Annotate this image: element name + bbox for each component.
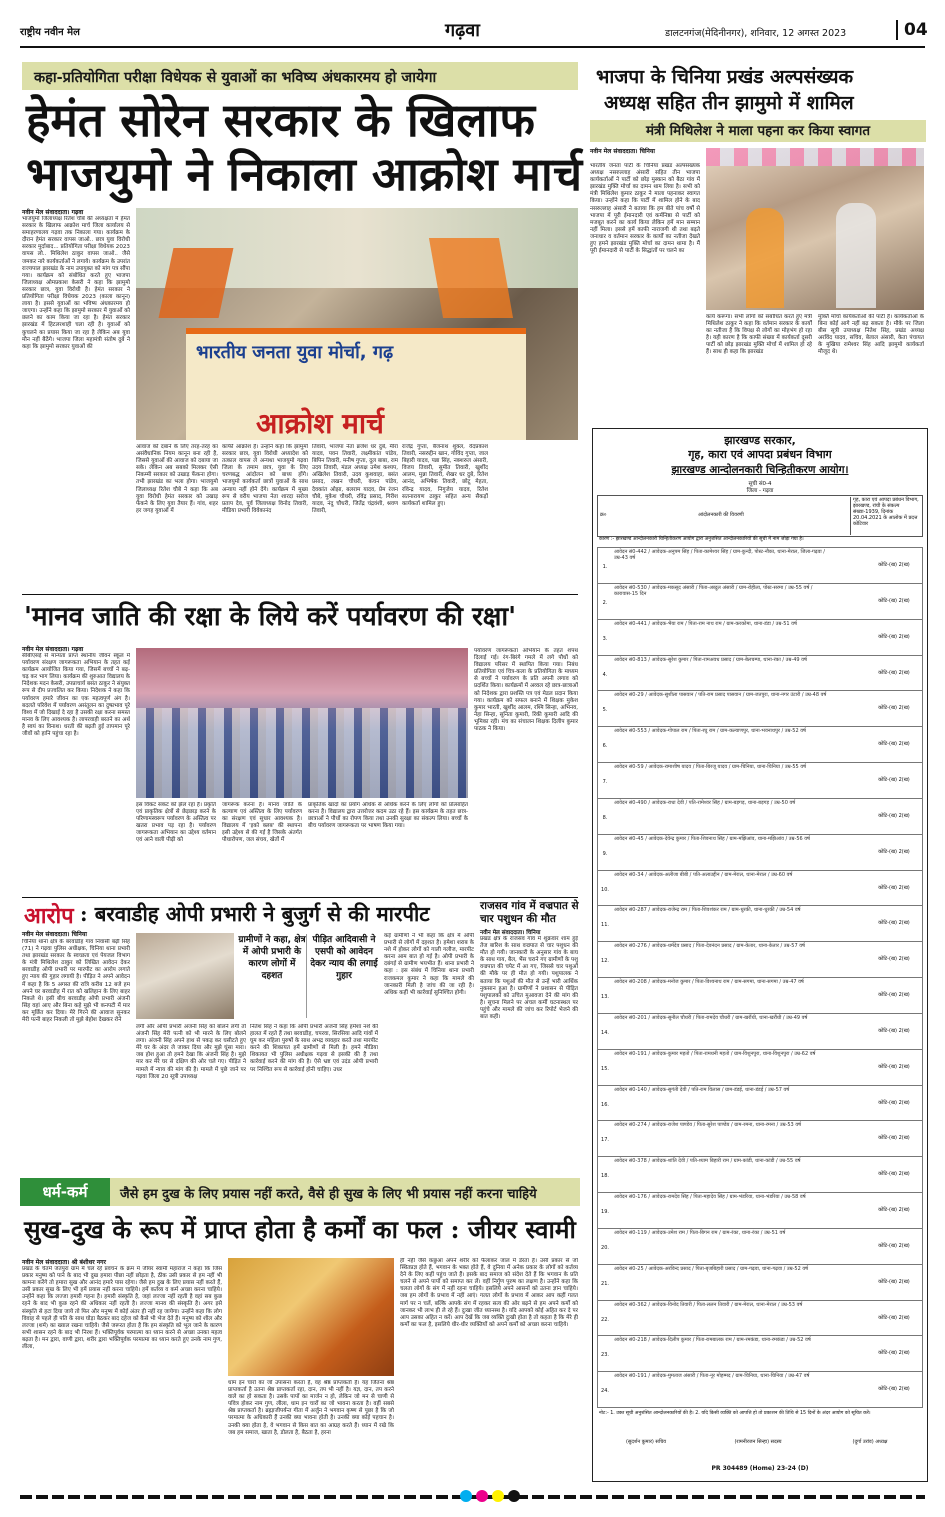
main-col-2: आवाज को दबाने के लिए तरह-तरह का असंवैधानिक नियम कानून बना रही है, जिससे युवाओं की आवाज को दबाया जा सके। लेकिन अब सबको मिलकर ऐसी निकम्मी सरकार को उखाड़ फेंकना होगा। तभी झारखंड का भला होगा। भाजयुमो जिलाध्यक्ष रितेश चौबे ने कहा कि अब युवा विरोधी हेमंत सरकार को उखाड़ फेंकने के लिए युवा तैयार हैं। गांव, शहर हर जगह युवाओं में (136, 444, 218, 514)
env-col-4: प्राकृतिक खादों का प्रयोग अधिक से अधिक करने के लिए लोगों को प्रोत्साहित करना है। विद्यालय द्वारा उत्तरोत्तर कदम उठा रहे हैं। इस कार्यक्रम के तहत छात्र-छात्राओं ने पौधों का रोपण किया तथा उनकी सुरक्षा का संकल्प लिया। बच्चों के बीच पर्यावरण जागरूकता पर भाषण किया गया। (308, 802, 468, 830)
police-quote-2: पीड़ित आदिवासी ने एसपी को आवेदन देकर न्याय की लगाई गुहार (310, 935, 378, 981)
notice-dept-line1: झारखण्ड सरकार, (724, 434, 796, 447)
notice-row-details: आवेदन सं0-208 / आवेदक-मनोज कुमार / पिता-विश्वनाथ राम / ग्राम-सगमा, थाना-सगमा / उम्र-47 वर्ष (614, 979, 804, 985)
dharma-headline: सुख-दुख के रूप में प्राप्त होता है कर्मों का फल : जीयर स्वामी (24, 1215, 576, 1244)
notice-row (598, 1013, 922, 1050)
notice-row-details: आवेदन सं0-441 / आवेदक-भैया राम / पिता-राम नाथ राम / ग्राम-करकोमा, थाना-डंडा / उम्र-51 वर्ष (614, 620, 797, 627)
rajasav-text: प्रखंड क्षेत्र के राजसव गांव में शुक्रवार शाम हुई तेज बारिश के साथ वज्रपात से चार पशुधन की मौत हो गयी। जानकारी के अनुसार गांव के बाघ के साथ गाय, बैल, भैंस चराने गए ग्रामीणों के पशु वज्रपात की चपेट में आ गए, जिससे चार पशुओं की मौके पर ही मौत हो गयी। पशुपालक ने बताया कि पशुओं की मौत से उन्हें भारी आर्थिक नुकसान हुआ है। ग्रामीणों ने प्रशासन से पीड़ित पशुपालकों को उचित मुआवजा देने की मांग की है। सूचना मिलने पर अंचल कर्मी घटनास्थल पर पहुंचे और मामले की जांच कर रिपोर्ट भेजने की बात कही। (480, 936, 578, 1021)
notice-rows (597, 547, 923, 1408)
reg-dot-cyan (460, 1490, 472, 1502)
notice-row-details: आवेदन सं0-378 / आवेदक-शांति देवी / पति-श्याम बिहारी राम / ग्राम-कांडी, थाना-कांडी / उम्र-55 वर्ष (614, 1158, 801, 1165)
dharma-photo-swami (228, 1258, 394, 1376)
banner-title: भारतीय जनता युवा मोर्चा, गढ़ (196, 342, 394, 363)
notice-row-category: कोटि-(ख) 2(ख) (878, 741, 910, 748)
main-col-1: भाजयुमो जिलाध्यक्ष रितेश चौबे की अध्यक्षता में हेमंत सरकार के खिलाफ आक्रोश मार्च जिला कार्यालय से समाहरणालय गढ़वा तक निकाला गया। कार्यक्रम के दौरान हेमंत सरकार वापस जाओ.. छात्र युवा विरोधी सरकार मुर्दाबाद... प्रतियोगिता परीक्षा विधेयक 2023 वापस लो.. मिथिलेश ठाकुर वापस जाओ.. जैसे जमकर नारे कार्यकर्ताओं ने लगाये। कार्यक्रम के उपरांत राज्यपाल झारखंड के नाम उपायुक्त को मांग पत्र सौंपा गया। कार्यक्रम को संबोधित करते हुए भाजपा जिलाध्यक्ष ओमप्रकाश केसरी ने कहा कि झामुमो सरकार छात्र, युवा विरोधी है। हेमंत सरकार ने प्रतियोगिता परीक्षा विधेयक 2023 (काला कानून) लाया है। इससे युवाओं का भविष्य अंधकारमय हो जाएगा। उन्होंने कहा कि झामुमो सरकार में युवाओं को छलने का काम किया जा रहा है। हेमंत सरकार झारखंड में हिटलरशाही चला रही है। युवाओं को कुचलने का प्रयास किया जा रहा है लेकिन अब युवा मौन नहीं बैठेंगे। भाजपा जिला महामंत्री संतोष दुबे ने कहा कि झामुमो सरकार युवाओं की (22, 216, 130, 350)
notice-row-details: आवेदन सं0-287 / आवेदक-राजेन्द्र राम / पिता-शिवशंकर राम / ग्राम-धुरकी, थाना-धुरकी / उम्र-54 वर्ष (614, 907, 801, 914)
police-quote-1: ग्रामीणों ने कहा, क्षेत्र में ओपी प्रभारी के कारण लोगों में दहशत (238, 934, 307, 1018)
banner-subtitle: आक्रोश मार्च (256, 407, 384, 440)
kicker-text: कहा-प्रतियोगिता परीक्षा विधेयक से युवाओं का भविष्य अंधकारमय हो जायेगा (34, 70, 437, 86)
notice-row-category: कोटि-(ख) 2(ख) (878, 1171, 910, 1178)
police-col-2: लगी और ओपी प्रभारी अंजनी सिंह को बोलने लगी तो अंजनी सिंह मेरी पत्नी को भी मारने के लिए बोलने लगा। अंजनी सिंह अपने हाथ से पकड़ कर घसीटते हुए मेरे घर के अंदर ले जाकर दिया और मुझे घूंसा मारा। जब होश हुआ तो हमने देखा कि अंजनी सिंह है। मुझे मार कर मेरे घर से दक्षिण की ओर चले गए। पीड़ित ने मामले में न्याय की मांग की है। मामले में पूछे जाने पर गढ़वा जिला 20 सूत्री उपाध्यक्ष (136, 1024, 246, 1080)
masthead-rule (20, 46, 925, 48)
photo-banner (186, 328, 526, 440)
notice-row (598, 655, 922, 692)
notice-row-details: आवेदन सं0-59 / आवेदक-रामाशीष यादव / पिता-बिरजू यादव / ग्राम-चिनिया, थाना-चिनिया / उम्र-55 वर्ष (614, 764, 806, 770)
notice-row (598, 798, 922, 835)
notice-row-details: आवेदन सं0-29 / आवेदक-सुशीला पासवान / पति-राम प्रसाद पासवान / ग्राम-जतपुरा, थाना-नगर उंटारी / उम्र-48 वर्ष (614, 692, 827, 699)
rajasav-headline: राजसव गांव में वज्रपात से चार पशुधन की मौत (480, 900, 579, 925)
notice-dept-line2: गृह, कारा एवं आपदा प्रबंधन विभाग (688, 448, 832, 461)
divider-env-police (22, 897, 578, 898)
notice-row-serial: 10. (601, 886, 609, 893)
main-byline: नवीन मेल संवाददाता। गढ़वा (22, 209, 84, 216)
bjp-col-2: कार्य करूंगा। सभी लोगों को संबोधित करते हुए मंत्री मिथिलेश ठाकुर ने कहा कि वर्तमान सरकार के कार्यों का नतीजा है कि विपक्ष से लोगों का मोहभंग हो रहा है। यही कारण है कि काफी संख्या में कार्यकर्ता दूसरी पार्टी को छोड़ झारखंड मुक्ति मोर्चा में शामिल हो रहे हैं। साथ ही कहा कि झारखंड (706, 314, 812, 356)
notice-row-details: आवेदन सं0-45 / आवेदक-देवेन्द्र कुमार / पिता-शिवनाथ सिंह / ग्राम-मझिआंव, थाना-मझिआंव / उम्र-56 वर्ष (614, 835, 810, 842)
main-col-3: काफी आक्रोश है। उन्होंने कहा कि झामुमो सरकार छात्र, युवा विरोधी अध्यादेश को तत्काल वापस ले अन्यथा भाजयुमो गढ़वा जिला के तमाम छात्र, युवा के लिए चरणबद्ध आंदोलन को बाध्य होंगे। भाजयुमो कार्यकर्ता छात्रों युवाओं के साथ अन्याय नहीं होने देंगे। कार्यक्रम में मुख्य रूप से वरीय भाजपा नेता शारदा सरोज प्रताप देव, पूर्व जिलाध्यक्ष विनोद तिवारी, मीडिया प्रभारी विवेकानंद (222, 444, 308, 514)
notice-row-category: कोटि-(ख) 2(ख) (878, 1386, 910, 1393)
notice-row-serial: 24. (601, 1388, 609, 1395)
notice-row-serial: 13. (601, 994, 609, 1000)
header-details: आंदोलनकारी की विवरणी (698, 512, 744, 518)
notice-row-details: आवेदन सं0-119 / आवेदक-उमेश राम / पिता-बिगन राम / ग्राम-रंका, थाना-रंका / उम्र-51 वर्ष (614, 1229, 786, 1236)
notice-row-category: कोटि-(ख) 2(ख) (878, 597, 910, 604)
notice-row (598, 905, 922, 942)
masthead (20, 18, 930, 46)
notice-row-details: आवेदन सं0-140 / आवेदक-सुगंती देवी / पति-राम विलास / ग्राम-डंडई, थाना-डंडई / उम्र-57 वर्ष (614, 1086, 790, 1093)
env-col-1: सीबीएसई से मान्यता प्राप्त स्थानीय जीवन स्कूल में पर्यावरण संरक्षण जागरूकता अभियान के तहत कई कार्यक्रम आयोजित किया गया, जिसमें बच्चों ने बढ़-चढ़ कर भाग लिया। कार्यक्रम की शुरुआत विद्यालय के निदेशक मदन केसरी, उपप्राचार्य बसंत ठाकुर ने संयुक्त रूप से दीप प्रज्वलित कर किया। निदेशक ने कहा कि पर्यावरण हमारे जीवन का एक महत्वपूर्ण अंग है। बदलते परिवेश में पर्यावरण असंतुलन का दुष्प्रभाव पूरे विश्व में जो दिखाई दे रहा है उसकी रक्षा करना समस्त मानव के लिए आवश्यक है। लापरवाही बरतने का अर्थ है स्वयं का विनाश। धरती की बढ़ती हुई तापमान पूरे जीवों को हानि पहुंचा रहा है। (22, 653, 130, 738)
main-photo-rally (136, 208, 578, 440)
env-photo-students (136, 648, 468, 798)
reg-dot-yellow (492, 1490, 504, 1502)
notice-row-details: आवेदन सं0-274 / आवेदक-राजेश पाण्डेय / पिता-सुरेश पाण्डेय / ग्राम-रमना, थाना-रमना / उम्र-53 वर्ष (614, 1122, 801, 1129)
notice-row-category: कोटि-(ख) 2(ख) (878, 1027, 910, 1034)
notice-row (598, 1371, 922, 1408)
notice-row-category: कोटि-(ख) 2(ख) (878, 633, 910, 640)
police-col-4: कई ग्रामीणों ने भी कहा कि क्षेत्र में ओपी प्रभारी से लोगों में दहशत है। हमेशा शराब के नशे में होकर लोगों को गाली गलौज, मारपीट करना आम बात हो गई है। ओपी प्रभारी के दबंगई से ग्रामीण भयभीत हैं। थाना प्रभारी ने कहा : इस संबंध में चिनिया थाना प्रभारी राजकमल कुमार ने कहा कि मामले की जानकारी मिली है जांच की जा रही है। अधिक कहीं भी कार्रवाई सुनिश्चित होगी। (384, 933, 474, 996)
notice-sub2: जिला - गढ़वा (746, 488, 774, 494)
notice-footer-note: नोट:- 1. उक्त सूची अनुशंसित आन्दोलनकारियों की है। 2. यदि किसी व्यक्ति को आपत्ति हो तो प्रकाशन की तिथि से 15 दिनों के अंदर आयोग को सूचित करें। (599, 1411, 871, 1416)
notice-row (598, 1192, 922, 1229)
notice-row-serial: 21. (601, 1280, 609, 1287)
notice-row-details: आवेदन सं0-362 / आवेदक-विनोद तिवारी / पिता-ललन तिवारी / ग्राम-मेराल, थाना-मेराल / उम्र-53 वर्ष (614, 1301, 803, 1308)
notice-row-serial: 15. (601, 1065, 609, 1072)
notice-row-details: आवेदन सं0-201 / आवेदक-सुनील चौधरी / पिता-रामदेव चौधरी / ग्राम-खरौंधी, थाना-खरौंधी / उम्र-49 वर्ष (614, 1014, 808, 1021)
notice-row-category: कोटि-(ख) 2(ख) (878, 1063, 910, 1070)
main-col-4: तिवारी, भाजपा नेता ब्रजेश धर दुबे, मीरा यादव, पवन तिवारी, लक्ष्मीकांत पांडेय, बिपिन तिवारी, मनीष गुप्ता, दुल बाबा, राम उदय तिवारी, मंडल अध्यक्ष उमेश कश्यप, अखिलेश तिवारी, उदय कुशवाहा, बसंत प्रसाद, लखन चौधरी, कंचन पांडेय, देवकांत ओझा, बलराम यादव, प्रेम रंजन चौबे, मुकेश चौधरी, रविंद्र प्रसाद, गिरीश यादव, नंदु चौधरी, जितेंद्र चंद्रवंशी, श्रवण तिवारी, (312, 444, 398, 514)
notice-row-category: कोटि-(ख) 2(ख) (878, 956, 910, 963)
notice-row-category: कोटि-(ख) 2(ख) (878, 1207, 910, 1213)
main-headline-line2: भाजयुमो ने निकाला आक्रोश मार्च (26, 147, 583, 201)
dharma-quote: जैसे हम दुख के लिए प्रयास नहीं करते, वैसे ही सुख के लिए भी प्रयास नहीं करना चाहिये (120, 1187, 537, 1202)
notice-row-serial: 4. (602, 671, 608, 678)
notice-row-details: आवेदन सं0-490 / आवेदक-राधा देवी / पति-रामेश्वर सिंह / ग्राम-बड़गड़, थाना-बड़गड़ / उम्र-50 वर्ष (614, 799, 796, 806)
notice-row-serial: 9. (602, 850, 608, 857)
notice-row-serial: 17. (601, 1137, 609, 1144)
notice-row-category: कोटि-(ख) 2(ख) (878, 705, 910, 712)
police-byline: नवीन मेल संवाददाता। चिनिया (22, 931, 87, 938)
notice-row-category: कोटि-(ख) 2(ख) (878, 669, 910, 676)
env-col-3: जागरूक करना है। मानव जाति के कल्याण एवं अस्तित्व के लिए पर्यावरण का संरक्षण एवं सुधार आवश्यक है। विद्यालय में 'इको क्लब' की स्थापना इसी उद्देश्य से की गई है जिसके अंतर्गत पौधारोपण, जल संचय, खेतों में (222, 802, 302, 844)
notice-row (598, 1335, 922, 1372)
notice-row-category: कोटि-(ख) 2(ख) (878, 777, 910, 783)
notice-row (598, 619, 922, 656)
notice-row-category: कोटि-(ख) 2(ख) (878, 1099, 910, 1106)
notice-row-serial: 19. (601, 1209, 609, 1215)
dharma-band (20, 1178, 580, 1206)
header-category: गृह, कारा एवं आपदा प्रबंधन विभाग, झारखण्ड, रांची के संकल्प संख्या-1939, दिनांक 20.04.2021 के आलोक में प्रदत्त कोटिवार (850, 497, 923, 535)
notice-row-details: आवेदन सं0-176 / आवेदक-रामदेव सिंह / पिता-महादेव सिंह / ग्राम-भंडरिया, थाना-भंडरिया / उम्र-58 वर्ष (614, 1194, 806, 1200)
notice-row-category: कोटि-(ख) 2(ख) (878, 1314, 910, 1321)
notice-row-details: आवेदन सं0-218 / आवेदक-दिलीप कुमार / पिता-रामबालक राम / ग्राम-रमकंडा, थाना-रमकंडा / उम्र-52 वर्ष (614, 1337, 811, 1344)
notice-row-category: कोटि-(ख) 2(ख) (878, 562, 910, 568)
page-number: 04 (896, 20, 928, 40)
notice-row-serial: 2. (602, 599, 608, 606)
notice-row-details: आवेदन सं0-553 / आवेदक-गोपाल राम / पिता-रघु राम / ग्राम-कल्याणपुर, थाना-भवनाथपुर / उम्र-52 वर्ष (614, 728, 806, 735)
notice-row-details: आवेदन सं0-34 / आवेदक-अलीजा बीबी / पति-अलाउद्दीन / ग्राम-मेराल, थाना-मेराल / उम्र-60 वर्ष (614, 871, 793, 878)
notice-row (598, 1300, 922, 1337)
notice-commission: झारखण्ड आन्दोलनकारी चिन्हितीकरण आयोग। (671, 464, 849, 476)
notice-row-serial: 6. (602, 743, 608, 750)
notice-row-serial: 14. (601, 1029, 609, 1036)
bjp-col-3: मुक्ति मोर्चा कार्यकर्ताओं की पार्टी है। कार्यकर्ताओं के बिना कोई आगे नहीं बढ़ सकता है। मौके पर जिला बीस सूत्री उपाध्यक्ष नितेश सिंह, प्रखंड अध्यक्ष अरविंद यादव, सचिव, बेलाल अंसारी, केता पंचायत के मुखिया रामेश्वर सिंह आदि झामुमो कार्यकर्ता मौजूद थे। (818, 314, 924, 356)
bjp-byline: नवीन मेल संवाददाता। चिनिया (590, 148, 655, 155)
notice-row-serial: 7. (602, 779, 608, 785)
bjp-headline-line2: अध्यक्ष सहित तीन झामुमो में शामिल (604, 92, 854, 114)
notice-row-category: कोटि-(ख) 2(ख) (878, 992, 910, 998)
notice-row (598, 1049, 922, 1086)
bjp-photo-welcome (706, 148, 924, 310)
notice-row (598, 583, 922, 620)
notice-row-serial: 20. (601, 1244, 609, 1251)
police-headline: : बरवाडीह ओपी प्रभारी ने बुजुर्ग से की मारपीट (80, 902, 430, 926)
dharma-byline: नवीन मेल संवाददाता। श्री बंशीधर नगर (22, 1259, 106, 1266)
notice-row-serial: 3. (602, 635, 608, 642)
notice-row-details: आवेदन सं0-813 / आवेदक-सुरेश कुमार / पिता-रामअवध प्रसाद / ग्राम-बेलचम्पा, थाना-रंका / उम्र-49 वर्ष (614, 656, 807, 663)
notice-row (598, 941, 922, 978)
police-photo-elder (136, 933, 234, 1019)
notice-row-serial: 18. (601, 1173, 609, 1180)
notice-row-category: कोटि-(ख) 2(ख) (878, 884, 910, 891)
notice-row (598, 1120, 922, 1157)
brand-logo: राष्ट्रीय नवीन मेल (20, 27, 80, 38)
notice-row-details: आवेदन सं0-25 / आवेदक-अरविन्द प्रसाद / पिता-बृजबिहारी प्रसाद / ग्राम-गढ़वा, थाना-गढ़वा / उम्र-52 वर्ष (614, 1265, 809, 1272)
police-kicker: आरोप (24, 903, 74, 929)
notice-row (598, 834, 922, 871)
notice-row-details: आवेदन सं0-191 / आवेदक-कुमार महतो / पिता-रामधनी महतो / ग्राम-विशुनपुरा, थाना-विशुनपुरा / उम्र-62 वर्ष (614, 1050, 816, 1057)
bjp-headline-band (590, 64, 926, 142)
notice-row (598, 547, 922, 584)
dharma-label: धर्म-कर्म (20, 1178, 110, 1206)
notice-row-serial: 1. (602, 564, 608, 570)
bjp-col-1: भारतीय जनता पार्टी के चिनिया प्रखंड अल्पसंख्यक अध्यक्ष नसरुल्लाह अंसारी सहित तीन भाजपा कार्यकर्ताओं ने पार्टी को छोड़ मुस्कान को बैठा गांव में झारखंड मुक्ति मोर्चा का दामन थाम लिया है। सभी को मंत्री मिथिलेश कुमार ठाकुर ने माला पहनाकर स्वागत किया। उन्होंने कहा कि पार्टी में शामिल होने के बाद नसरुल्लाह अंसारी ने बताया कि हम बीते पांच वर्षों से भाजपा में पूरी ईमानदारी एवं कर्मनिष्ठा से पार्टी को मजबूत करने का कार्य किया लेकिन हमें मान सम्मान नहीं मिला। इससे हमें काफी नाराजगी थी तथा बढ़ते जनाधार व वर्तमान सरकार के कार्यों का नतीजा देखते हुए हमने झारखंड मुक्ति मोर्चा का दामन थामा है। मैं पूरी ईमानदारी से पार्टी के सिद्धांतों पर चलने का (590, 163, 700, 255)
notice-row-details: आवेदन सं0-191 / आवेदक-मुमताज अंसारी / पिता-नूर मोहम्मद / ग्राम-चिनिया, थाना-चिनिया / उम्र-47 वर्ष (614, 1373, 810, 1380)
main-col-6 (492, 444, 578, 586)
notice-row (598, 1264, 922, 1301)
govt-notice (592, 428, 928, 1482)
bjp-subhead: मंत्री मिथिलेश ने माला पहना कर किया स्वागत (590, 120, 926, 142)
main-col-5: राजेंद्र गुप्ता, बैजनाथ शुक्ल, वेदप्रकाश तिवारी, नसरुद्दीन खान, गोविंद गुप्ता, जाल बिहारी यादव, पन्ना सिंह, नक्शरुल अंसारी, विजय तिवारी, सुमीत तिवारी, खुर्शीद आलम, मुन्ना तिवारी, शेखर धर दुबे, रितेश आनंद, अभिषेक तिवारी, छोटू मेहता, रविन्द्र यादव, निगुजेय यादव, रितेश सतनारायण ठाकुर सहित अन्य सैकड़ों कार्यकर्ता शामिल हुए। (402, 444, 488, 507)
notice-row-serial: 16. (601, 1101, 609, 1108)
dharma-col-1: प्रखंड के चेतमे जतपुरा ग्राम में चल रहे प्रवचन के क्रम में जीयर स्वामी महाराज ने कहा कि जिस प्रकार मनुष्य को पाने के बाद भी दुख हमारा पीछा नहीं छोड़ता है, ठीक उसी प्रकार से हम नहीं भी कामना करेंगे तो हमारा सुख और आनंद हमारे पास रहेगा। जैसे हम दुख के लिए प्रयास नहीं करते हैं, उसी प्रकार सुख के लिए भी हमें प्रयास नहीं करना चाहिये। हमें कर्तव्य व कर्म अच्छा करना चाहिये। उन्होंने कहा कि लज्जा हमारी गहना है। हमारी संस्कृति है, जहां लज्जा नहीं रहती है वहां सब कुछ रहने के बाद भी कुछ रहने की अधिकार नहीं रहती है। लज्जा मानव की संस्कृति है। अगर इसे संस्कृति से हटा दिया जाये तो फिर और मनुष्य में कोई अंतर ही नहीं रह जायेगा। उन्होंने कहा कि लोग विवाह से पहले ही पति के साथ घोड़ा बैठकर बाद दहेज को कैसे भी भेज देते हैं। मनुष्य को शील और लज्जा (शर्म) का ख्याल रखना चाहिये। जैसे जरूरत होता है कि हम संस्कृति को भूल जाने के कारण सभी शासन रहने के बाद भी निरश हैं। भक्तिपूर्वक परमात्मा का ध्यान करने से अच्छा उनका महत्व बढ़ता है। मन द्वारा, वाणी द्वारा, शरीर द्वारा भक्तिपूर्वक परमात्मा का ध्यान करते हुए उनके नाम गुण, लीला, (22, 1266, 222, 1351)
notice-row-serial: 23. (601, 1352, 609, 1359)
env-col-5: पर्यावरण जागरूकता अभियान के तहत शपथ दिलाई गई। रंग-बिरंगे गमले में लगे पौधों को विद्यालय परिसर में स्थापित किया गया। निबंध प्रतियोगिता एवं चित्र-कला के प्रतियोगिता के माध्यम से बच्चों ने पर्यावरण के प्रति अपनी लगाव को प्रदर्शित किया। कार्यक्रमों में अव्वल रहे छात्र-छात्राओं को निदेशक द्वारा प्रशस्ति पत्र एवं मेडल प्रदान किया गया। कार्यक्रम को सफल बनाने में शिक्षक मुकेश कुमार भारती, खुर्शीद आलम, रश्मि सिन्हा, अभिनव, नेहा सिन्हा, सुनिता कुमारी, रिंकी कुमारी आदि की भूमिका रही। मंच का संचालन शिक्षक दिलीप कुमार पाठक ने किया। (474, 648, 578, 733)
notice-row (598, 977, 922, 1014)
notice-row-category: कोटि-(ख) 2(ख) (878, 1135, 910, 1142)
notice-sign-1: (सुदर्शन कुमार) सचिव (625, 1439, 667, 1445)
notice-row (598, 726, 922, 763)
notice-row-details: आवेदन सं0-276 / आवेदक-धर्मदेव प्रसाद / पिता-देवनंदन प्रसाद / ग्राम-केतार, थाना-केतार / उम्र-57 वर्ष (614, 943, 805, 950)
header-serial: क्र० (600, 512, 607, 518)
main-headline-line1: हेमंत सोरेन सरकार के खिलाफ (26, 93, 535, 147)
notice-row-serial: 5. (602, 707, 608, 714)
notice-row-category: कोटि-(ख) 2(ख) (878, 848, 910, 855)
notice-row (598, 762, 922, 799)
notice-row-details: आवेदन सं0-530 / आवेदक-मकसूद अंसारी / पिता-अब्दुल अंसारी / ग्राम-रोहीला, पोस्ट-सरमा / उम्र-55 वर्ष / कारावास-15 दिन (614, 584, 813, 597)
notice-row-category: कोटि-(ख) 2(ख) (878, 920, 910, 927)
registration-strip (20, 1490, 925, 1504)
dateline: डालटनगंज(मेदिनीनगर), शनिवार, 12 अगस्त 2023 (665, 28, 847, 39)
rajasav-byline: नवीन मेल संवाददाता। चिनिया (480, 930, 541, 936)
dharma-col-2: धाम इन चारों का जो उपासना करता है, वह श्रेष्ठ प्राप्तकर्ता है। यह जितना श्रेष्ठ प्राप्तकर्ता है उतना श्रेष्ठ प्राप्तकर्ता रहा, दान, तप भी नहीं है। यज्ञ, दान, तप करने वाले का हो सकता है। उसके पापों का मार्जन न हो, लेकिन जो मन से चाणी से पवित्र होकर नाम गुण, लीला, धाम इन चारों का जो भावना करता है। वहीं सबसे श्रेष्ठ प्राप्तकर्ता है। ब्रह्माजीपर्यन्त गीता में अर्जुन ने भगवान कृष्ण से पूछा है कि जो परमात्मा के अधिकारी हैं उनकी क्या भावना होती है। उनकी क्या कोई पहचान है। उनकी क्या होता है, वे भगवान से किस बात का आग्रह करते हैं। ध्यान में रखे कि जब हम समाज, खाता है, डोलता है, बैठता है, हरना (228, 1380, 394, 1436)
notice-pr-number: PR 304489 (Home) 23-24 (D) (711, 1465, 809, 1472)
notice-sign-2: (रामनीरजन सिन्हा) सदस्य (734, 1439, 782, 1445)
police-col-3: नितेश सिंह ने कहा कि ओपी प्रभारी अंजनी सिंह हमेशा नशे की हालत में रहते हैं तथा बरवाडीह, चपरवा, सिरसिया आदि गांवों में घूम कर महिला पुरुषों के साथ अभद्र व्यवहार करते तथा मारपीट करने की शिकायत हमें ग्रामीणों से मिली है। हमने मीडिया शिकायत भी पुलिस अधीक्षक गढ़वा से इसकी की है तथा कार्रवाई करने की मांग की है। ऐसे भ्रष्ट एवं उदंड ओपी प्रभारी पर निश्चित रूप से कार्रवाई होनी चाहिए। उधर (250, 1024, 378, 1073)
env-col-2: इस विकट संकट को झेल रहा है। प्रकृति एवं प्राकृतिक क्षेत्रों से छेड़छाड़ करने के परिणामस्वरूप पर्यावरण के अस्तित्व पर खतरा प्रभाव पड़ रहा है। पर्यावरण जागरूकता अभियान का उद्देश्य वर्तमान एवं आने वाली पीढ़ी को (136, 802, 216, 844)
notice-row (598, 690, 922, 727)
notice-row-serial: 11. (601, 922, 609, 929)
reg-dot-magenta (476, 1490, 488, 1502)
notice-row (598, 1228, 922, 1265)
dharma-col-3: ही नहीं जैसे कछुआ अपने शरीर को फैलाकर जाल में डेरता है। उसी प्रकार से जो स्थितप्रज्ञ होते हैं, भगवान के भक्त होते हैं, वे दुनिया में अनेक प्रकार के लोगों को कर्तव्य देने के लिए कहीं पहुंच जाते हैं। इसके बाद समाज को संदेश देते हैं कि भगवान के प्रति चलने से अपने पापों को समाप्त कर लें। वहीं निर्गुण पुरुष का लक्षण है। उन्होंने कहा कि चलता लोगों के संग में नहीं रहना चाहिये। इसलिये अपने आसनों को उतना ज्ञान चाहिये। जब हम लोगों के प्रभाव में नहीं आएं। गलत लोगों के प्रभाव में आकर आप कहीं गलत मार्ग पर न चलें, बल्कि आपके संग में रहकर सत्य की ओर बढ़ने से हम अपने कर्मों को जानकर भी लाभ ही ले रहे हैं। दुःखा जीत ध्यानस्थ है। यदि आपको कोई अहित कर दे पर आप उसका अहित न करें। आप देखें कि जब व्यक्ति दुःखी होता है तो कहता है कि मेरे ही कर्मों का फल है, इसलिये धीर-धीर व्यक्तियों को अपने कर्मों को अच्छा करना चाहिये। (400, 1258, 578, 1328)
notice-row (598, 1156, 922, 1193)
notice-row-category: कोटि-(ख) 2(ख) (878, 1278, 910, 1285)
notice-row (598, 1085, 922, 1122)
notice-row-serial: 8. (602, 814, 608, 821)
notice-row-category: कोटि-(ख) 2(ख) (878, 812, 910, 819)
notice-sign-3: (दुर्गा उरांव) अध्यक्ष (852, 1439, 888, 1445)
notice-row-serial: 22. (601, 1316, 609, 1323)
env-byline: नवीन मेल संवाददाता। गढ़वा (22, 646, 84, 653)
bjp-headline-line1: भाजपा के चिनिया प्रखंड अल्पसंख्यक (596, 66, 854, 88)
police-col-1: चिनिया थाना क्षेत्र के बरवाडीह गांव निवासी बढ़ी सिंह (71) ने गढ़वा पुलिस अधीक्षक, चिनिया थाना प्रभारी तथा झारखंड सरकार के स्वच्छता एवं पेयजल विभाग के मंत्री मिथिलेश ठाकुर को लिखित आवेदन देकर बरवाडीह ओपी प्रभारी पर मारपीट का आरोप लगाते हुए न्याय की गुहार लगायी है। पीड़ित ने अपने आवेदन में कहा है कि 5 अगस्त की रात्रि करीब 12 बजे हम अपने घर बरवाडीह में रात को खलिहान के लिए बाहर निकले थे। इसी बीच बरवाडीह ओपी प्रभारी अंजनी सिंह वहां आए और बिना कहे मुझे भी कनपटी में मार कर मूर्छित कर दिया। मेरे गिरने की आवाज सुनकर मेरी पत्नी बाहर निकली तो मुझे बेहोश देखकर रोने (22, 939, 130, 1024)
notice-row-serial: 12. (601, 958, 609, 965)
notice-table-header (597, 495, 923, 537)
notice-row-details: आवेदन सं0-442 / आवेदक-अनुपम सिंह / पिता-कामेश्वर सिंह / ग्राम-कुन्दी, पोस्ट-नौका, थाना-मेराल, जिला-गढ़वा / उम्र-43 वर्ष (614, 549, 825, 561)
notice-row-category: कोटि-(ख) 2(ख) (878, 1242, 910, 1249)
divider-main-env (22, 594, 578, 595)
notice-sub1: सूची सं0-4 (748, 481, 772, 487)
notice-row (598, 870, 922, 907)
section-name: गढ़वा (445, 20, 480, 41)
notice-row-category: कोटि-(ख) 2(ख) (878, 1350, 910, 1357)
reg-dot-black (508, 1490, 520, 1502)
notice-intro: कारण :- झारखण्ड आन्दोलनकारी चिन्हितीकरण आयोग द्वारा अनुशंसित आन्दोलनकारियों की सूची में नाम जोड़ा गया है। (599, 537, 804, 542)
env-headline: 'मानव जाति की रक्षा के लिये करें पर्यावरण की रक्षा' (24, 602, 517, 632)
kicker-band (22, 62, 578, 90)
